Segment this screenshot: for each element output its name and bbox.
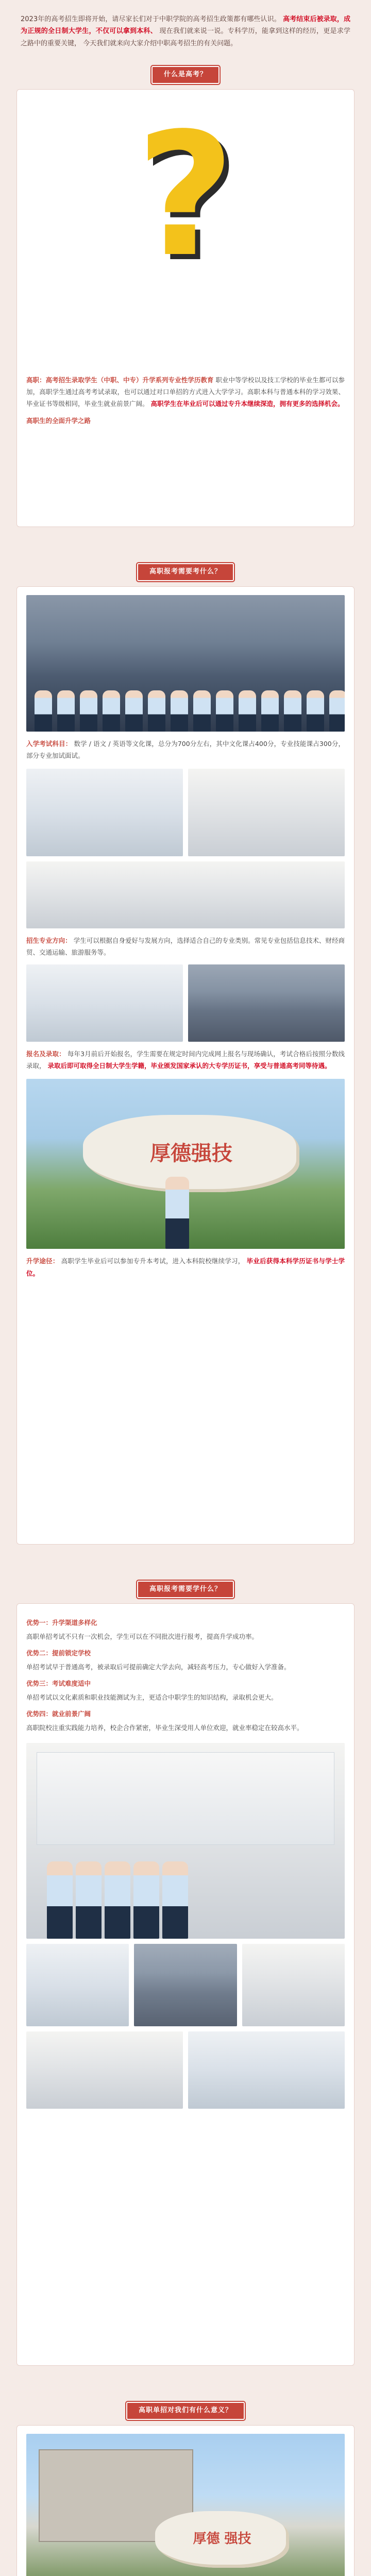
activity-photo-2 — [134, 1944, 237, 2026]
activity-photo-1 — [26, 1944, 129, 2026]
s1-body: 职业中等学校以及技工学校的毕业生都可以参加，高职学生通过高考考试录取，也可以通过对口单招的方式进入大学学习。高职本科与普通本科的学习效果、毕业证书等级相同，毕业生就业前景广阔。 — [26, 376, 345, 408]
s2-lead-3: 报名及录取： — [26, 1050, 65, 1058]
s3-item-body-2: 单招考试早于普通高考，被录取后可提前确定大学去向，减轻高考压力，专心做好入学准备。 — [26, 1663, 291, 1671]
question-mark-icon: ? — [136, 97, 235, 294]
s2-body-2: 学生可以根据自身爱好与发展方向，选择适合自己的专业类别。常见专业包括信息技术、财经商贸、交通运输、旅游服务等。 — [26, 936, 345, 957]
s1-lead: 高职：高考招生录取学生（中职、中专）升学系列专业性学历教育 — [26, 376, 214, 384]
classroom-photo-1 — [26, 769, 183, 856]
s2-body-1: 数学 / 语文 / 英语等文化课，总分为700分左右，其中文化课占400分，专业技能课占300分，部分专业加试面试。 — [26, 739, 345, 759]
section-card-2 — [16, 586, 355, 1545]
s2-lead-4: 升学途径： — [26, 1257, 59, 1265]
classroom-photo-2 — [188, 769, 345, 856]
s2-lead-1: 入学考试科目： — [26, 739, 72, 748]
lab-photo — [26, 861, 345, 928]
exhibition-board — [37, 1752, 334, 1845]
intro-text-d: 今天我们就来向大家介绍中职高考招生的有关问题。 — [83, 39, 238, 47]
section-header-2 — [0, 563, 371, 581]
s3-item-title-3: 优势三：考试难度适中 — [26, 1680, 91, 1688]
s2-body-4: 高职学生毕业后可以参加专升本考试，进入本科院校继续学习， — [61, 1257, 245, 1265]
campus-stone: 厚德 强技 — [155, 2511, 289, 2568]
graduation-photo — [26, 1079, 345, 1249]
section-header-1 — [0, 66, 371, 84]
s2-highlight-3: 录取后即可取得全日制大学生学籍，毕业颁发国家承认的大专学历证书，享受与普通高考同等待遇。 — [47, 1062, 331, 1070]
training-photo-2 — [188, 964, 345, 1042]
s2-highlight-4: 毕业后获得本科学历证书与学士学位。 — [26, 1257, 345, 1277]
s3-item-body-4: 高职院校注重实践能力培养，校企合作紧密，毕业生深受用人单位欢迎，就业率稳定在较高水平。 — [26, 1724, 303, 1732]
section-title-1: 什么是高考？ — [151, 66, 220, 84]
activity-photo-3 — [242, 1944, 345, 2026]
training-photo-1 — [26, 964, 183, 1042]
s2-body-3: 每年3月前后开始报名，学生需要在规定时间内完成网上报名与现场确认，考试合格后按照分数线录取， — [26, 1050, 345, 1070]
intro-paragraph — [0, 0, 371, 57]
s1-highlight: 高职学生在毕业后可以通过专升本继续深造，拥有更多的选择机会。 — [150, 400, 344, 408]
section-card-4 — [16, 2425, 355, 2576]
s3-item-title-1: 优势一：升学渠道多样化 — [26, 1619, 97, 1627]
s3-item-title-4: 优势四：就业前景广阔 — [26, 1710, 91, 1718]
students-assembly-photo — [26, 595, 345, 732]
s3-item-body-3: 单招考试以文化素质和职业技能测试为主，更适合中职学生的知识结构，录取机会更大。 — [26, 1693, 278, 1702]
s3-item-title-2: 优势二：提前锁定学校 — [26, 1649, 91, 1657]
section-header-4 — [0, 2402, 371, 2420]
campus-entrance-photo — [26, 2434, 345, 2576]
intro-text-c: 现在我们就来说一说。专科学历，能拿到这样的经历，更是求学之路中的重要关键， — [21, 27, 350, 47]
question-mark-image — [26, 98, 345, 366]
exhibition-photo — [26, 1743, 345, 1939]
section-title-4: 高职单招对我们有什么意义？ — [126, 2402, 245, 2420]
section-card-3 — [16, 1603, 355, 2366]
section-card-1 — [16, 89, 355, 527]
s1-title: 高职生的全面升学之路 — [26, 417, 91, 425]
intro-highlight: 高考结束后被录取，成为正规的全日制大学生，不仅可以拿到本科、 — [21, 15, 350, 36]
section-title-2: 高职报考需要考什么？ — [137, 563, 234, 581]
s2-lead-2: 招生专业方向： — [26, 936, 72, 944]
activity-photo-5 — [188, 2031, 345, 2109]
section-title-3: 高职报考需要学什么？ — [137, 1581, 234, 1599]
activity-photo-4 — [26, 2031, 183, 2109]
campus-stone-sign: 厚德强技 — [83, 1115, 299, 1192]
s3-item-body-1: 高职单招考试不只有一次机会，学生可以在不同批次进行报考，提高升学成功率。 — [26, 1633, 259, 1641]
intro-text-a: 2023年的高考招生即将开始，请尽家长们对于中职学院的高考招生政策都有哪些认识。 — [21, 15, 281, 23]
section-header-3 — [0, 1581, 371, 1599]
